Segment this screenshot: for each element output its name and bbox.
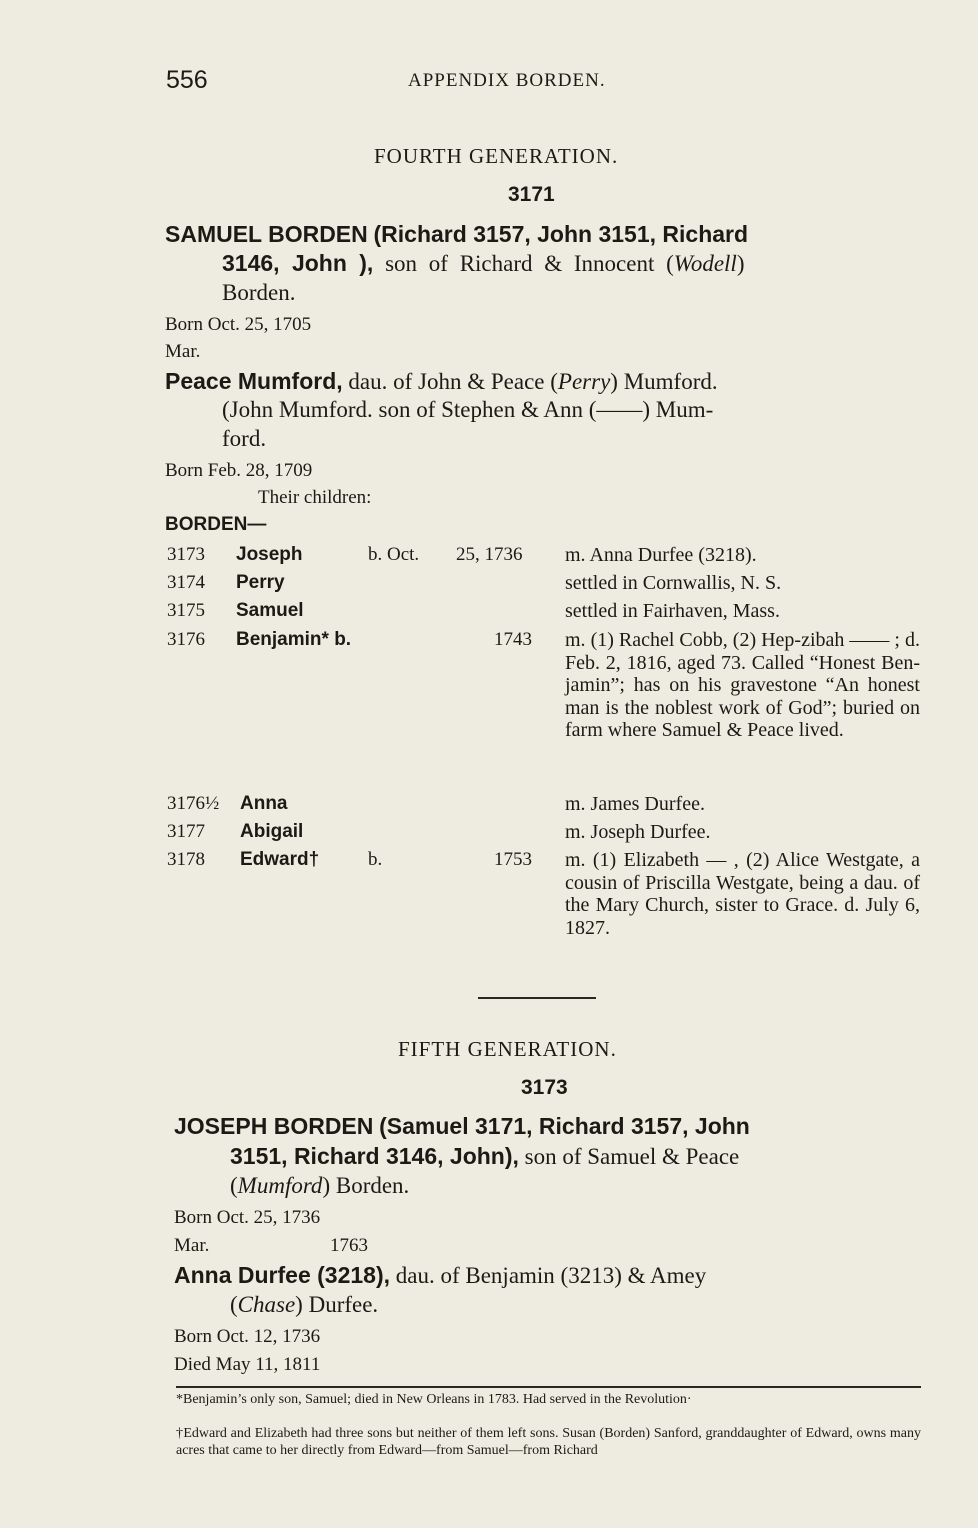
child-name: Abigail <box>240 821 304 842</box>
fifth-married-label: Mar. <box>174 1235 210 1256</box>
fourth-spouse-line-2: (John Mumford. son of Stephen & Ann (——) Mum- <box>222 397 714 422</box>
child-note: m. (1) Rachel Cobb, (2) Hep-zibah —— ; d. Feb. 2, 1816, aged 73. Called “Honest Ben-jamin”; has on his gravestone “An honest man is the noblest work of God”; buried on farm where Samuel & Peace lived. <box>565 629 920 741</box>
fourth-spouse-born: Born Feb. 28, 1709 <box>165 460 313 481</box>
footnote-dagger: †Edward and Elizabeth had three sons but neither of them left sons. Susan (Borden) Sanford, granddaughter of Edward, owns many acres that came to her directly from Edward—from Samuel—from Richard <box>176 1426 921 1458</box>
fifth-spouse-died: Died May 11, 1811 <box>174 1354 321 1375</box>
running-title: APPENDIX BORDEN. <box>408 70 606 91</box>
fourth-spouse-line-3: ford. <box>222 426 267 451</box>
fifth-born: Born Oct. 25, 1736 <box>174 1207 321 1228</box>
fifth-lineage-line-3: (Mumford) Borden. <box>230 1173 410 1198</box>
fourth-person-name: SAMUEL BORDEN <box>165 221 368 247</box>
child-birth-year: 25, 1736 <box>456 544 523 565</box>
fifth-spouse-name: Anna Durfee (3218), <box>174 1262 391 1288</box>
child-note: settled in Fairhaven, Mass. <box>565 600 780 622</box>
fifth-spouse-born: Born Oct. 12, 1736 <box>174 1326 321 1347</box>
fifth-married-year: 1763 <box>330 1235 368 1256</box>
child-note: settled in Cornwallis, N. S. <box>565 572 782 594</box>
child-name: Samuel <box>236 600 304 621</box>
fourth-lineage-line-2: 3146, John ), son of Richard & Innocent (Wodell) <box>222 250 745 276</box>
page-number: 556 <box>166 66 208 94</box>
child-number: 3174 <box>167 572 205 593</box>
fourth-generation-heading: FOURTH GENERATION. <box>374 144 619 168</box>
child-note: m. Anna Durfee (3218). <box>565 544 757 566</box>
fourth-born: Born Oct. 25, 1705 <box>165 314 312 335</box>
child-name: Edward† <box>240 849 320 870</box>
fourth-lineage-line-1: SAMUEL BORDEN (Richard 3157, John 3151, Richard <box>165 221 749 247</box>
child-number: 3177 <box>167 821 205 842</box>
child-birth-label: b. <box>368 849 383 870</box>
child-name: Benjamin* b. <box>236 629 352 650</box>
child-name: Perry <box>236 572 285 593</box>
children-surname: BORDEN— <box>165 514 267 535</box>
fifth-generation-heading: FIFTH GENERATION. <box>398 1037 617 1061</box>
child-note: m. (1) Elizabeth — , (2) Alice Westgate, a cousin of Priscilla Westgate, being a dau. of the Mary Church, sister to Grace. d. July 6, 1827. <box>565 849 920 939</box>
child-number: 3176½ <box>167 793 220 814</box>
child-name: Anna <box>240 793 288 814</box>
fourth-married: Mar. <box>165 341 201 362</box>
child-birth-label: b. Oct. <box>368 544 420 565</box>
child-birth-year: 1753 <box>494 849 532 870</box>
section-divider <box>478 997 596 999</box>
child-number: 3173 <box>167 544 205 565</box>
footnote-star: *Benjamin’s only son, Samuel; died in New Orleans in 1783. Had served in the Revolution· <box>176 1392 692 1407</box>
fourth-lineage-line-3: Borden. <box>222 280 296 305</box>
fifth-entry-number: 3173 <box>521 1076 568 1099</box>
fourth-spouse-line-1: Peace Mumford, dau. of John & Peace (Perry) Mumford. <box>165 368 718 394</box>
children-label: Their children: <box>258 487 372 508</box>
fourth-entry-number: 3171 <box>508 183 555 206</box>
child-number: 3176 <box>167 629 205 650</box>
child-number: 3175 <box>167 600 205 621</box>
child-note: m. James Durfee. <box>565 793 705 815</box>
child-number: 3178 <box>167 849 205 870</box>
fourth-spouse-name: Peace Mumford, <box>165 368 343 394</box>
fifth-lineage-line-1: JOSEPH BORDEN (Samuel 3171, Richard 3157, John <box>174 1113 750 1139</box>
child-note: m. Joseph Durfee. <box>565 821 711 843</box>
footnote-rule <box>176 1386 921 1388</box>
fifth-spouse-line-1: Anna Durfee (3218), dau. of Benjamin (3213) & Amey <box>174 1262 707 1288</box>
child-birth-year: 1743 <box>494 629 532 650</box>
child-name: Joseph <box>236 544 303 565</box>
fifth-lineage-line-2: 3151, Richard 3146, John), son of Samuel & Peace <box>230 1143 740 1169</box>
fifth-spouse-line-2: (Chase) Durfee. <box>230 1292 379 1317</box>
fifth-person-name: JOSEPH BORDEN <box>174 1113 374 1139</box>
